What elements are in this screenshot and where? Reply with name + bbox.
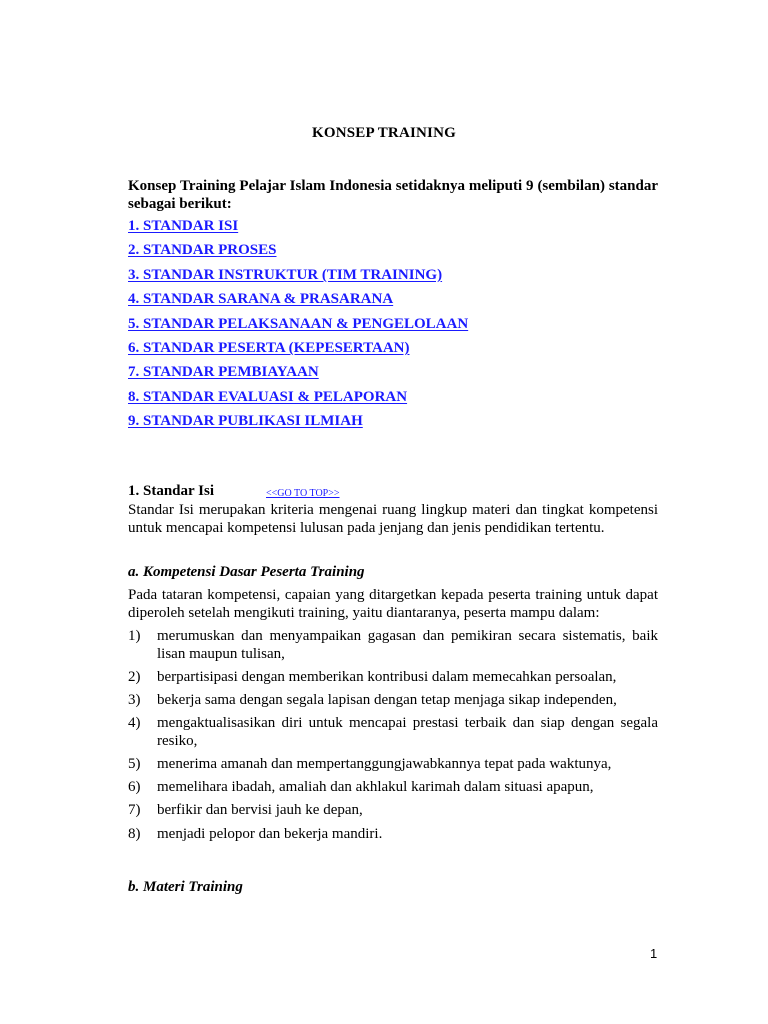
subheading-kompetensi-dasar: a. Kompetensi Dasar Peserta Training — [128, 564, 365, 580]
list-item-number: 5) — [128, 755, 141, 772]
page-number: 1 — [650, 946, 658, 961]
document-title: KONSEP TRAINING — [311, 125, 456, 141]
subheading-materi-training: b. Materi Training — [128, 879, 243, 895]
section-heading-text: 1. Standar Isi — [128, 483, 215, 499]
list-item-number: 4) — [128, 715, 141, 732]
toc-link-standar-proses[interactable]: 2. STANDAR PROSES — [128, 242, 277, 259]
section-heading-standar-isi — [128, 481, 668, 501]
list-item — [128, 692, 658, 710]
standar-isi-paragraph: Standar Isi merupakan kriteria mengenai ruang lingkup materi dan tingkat kompetensi untuk mencapai kompetensi lulusan pada jenjang dan jenis pendidikan tertentu. — [128, 502, 658, 536]
toc-link-standar-sarana[interactable]: 4. STANDAR SARANA & PRASARANA — [128, 291, 394, 308]
toc-item — [128, 214, 668, 238]
list-item-text: merumuskan dan menyampaikan gagasan dan pemikiran secara sistematis, baik lisan maupun tulisan, — [157, 628, 658, 662]
list-item-number: 8) — [128, 825, 141, 842]
toc-item — [128, 238, 668, 262]
list-item-text: berpartisipasi dengan memberikan kontribusi dalam memecahkan persoalan, — [157, 668, 617, 685]
table-of-contents — [128, 214, 668, 434]
list-item-number: 2) — [128, 668, 141, 685]
go-to-top-link[interactable]: <<GO TO TOP>> — [266, 488, 340, 499]
list-item-text: mengaktualisasikan diri untuk mencapai prestasi terbaik dan siap dengan segala resiko, — [157, 715, 658, 749]
toc-link-standar-isi[interactable]: 1. STANDAR ISI — [128, 218, 239, 234]
list-item — [128, 715, 658, 750]
list-item-text: menerima amanah dan mempertanggungjawabkannya tepat pada waktunya, — [157, 755, 612, 772]
list-item — [128, 756, 658, 774]
toc-link-standar-pembiayaan[interactable]: 7. STANDAR PEMBIAYAAN — [128, 364, 319, 381]
list-item — [128, 628, 658, 663]
list-item-text: berfikir dan bervisi jauh ke depan, — [157, 802, 363, 819]
toc-item — [128, 263, 668, 287]
list-item — [128, 802, 658, 820]
list-item-number: 7) — [128, 802, 141, 819]
list-item — [128, 826, 658, 844]
intro-paragraph: Konsep Training Pelajar Islam Indonesia setidaknya meliputi 9 (sembilan) standar sebagai berikut: — [128, 178, 658, 212]
toc-link-standar-publikasi[interactable]: 9. STANDAR PUBLIKASI ILMIAH — [128, 413, 363, 430]
toc-item — [128, 360, 668, 384]
list-item — [128, 669, 658, 687]
toc-item — [128, 409, 668, 433]
toc-link-standar-evaluasi[interactable]: 8. STANDAR EVALUASI & PELAPORAN — [128, 388, 408, 405]
list-item-number: 1) — [128, 628, 141, 644]
list-item-number: 6) — [128, 779, 141, 796]
kompetensi-list — [128, 628, 658, 849]
toc-link-standar-peserta[interactable]: 6. STANDAR PESERTA (KEPESERTAAN) — [128, 339, 410, 356]
toc-item — [128, 287, 668, 311]
list-item-text: bekerja sama dengan segala lapisan dengan tetap menjaga sikap independen, — [157, 691, 617, 708]
list-item-text: menjadi pelopor dan bekerja mandiri. — [157, 825, 383, 842]
toc-link-standar-pelaksanaan[interactable]: 5. STANDAR PELAKSANAAN & PENGELOLAAN — [128, 315, 469, 332]
list-item — [128, 779, 658, 797]
toc-link-standar-instruktur[interactable]: 3. STANDAR INSTRUKTUR (TIM TRAINING) — [128, 266, 443, 283]
list-item-text: memelihara ibadah, amaliah dan akhlakul karimah dalam situasi apapun, — [157, 779, 594, 796]
toc-item — [128, 336, 668, 360]
list-item-number: 3) — [128, 691, 141, 708]
kompetensi-paragraph: Pada tataran kompetensi, capaian yang ditargetkan kepada peserta training untuk dapat diperoleh setelah mengikuti training, yaitu diantaranya, peserta mampu dalam: — [128, 587, 658, 621]
toc-item — [128, 385, 668, 409]
toc-item — [128, 312, 668, 336]
